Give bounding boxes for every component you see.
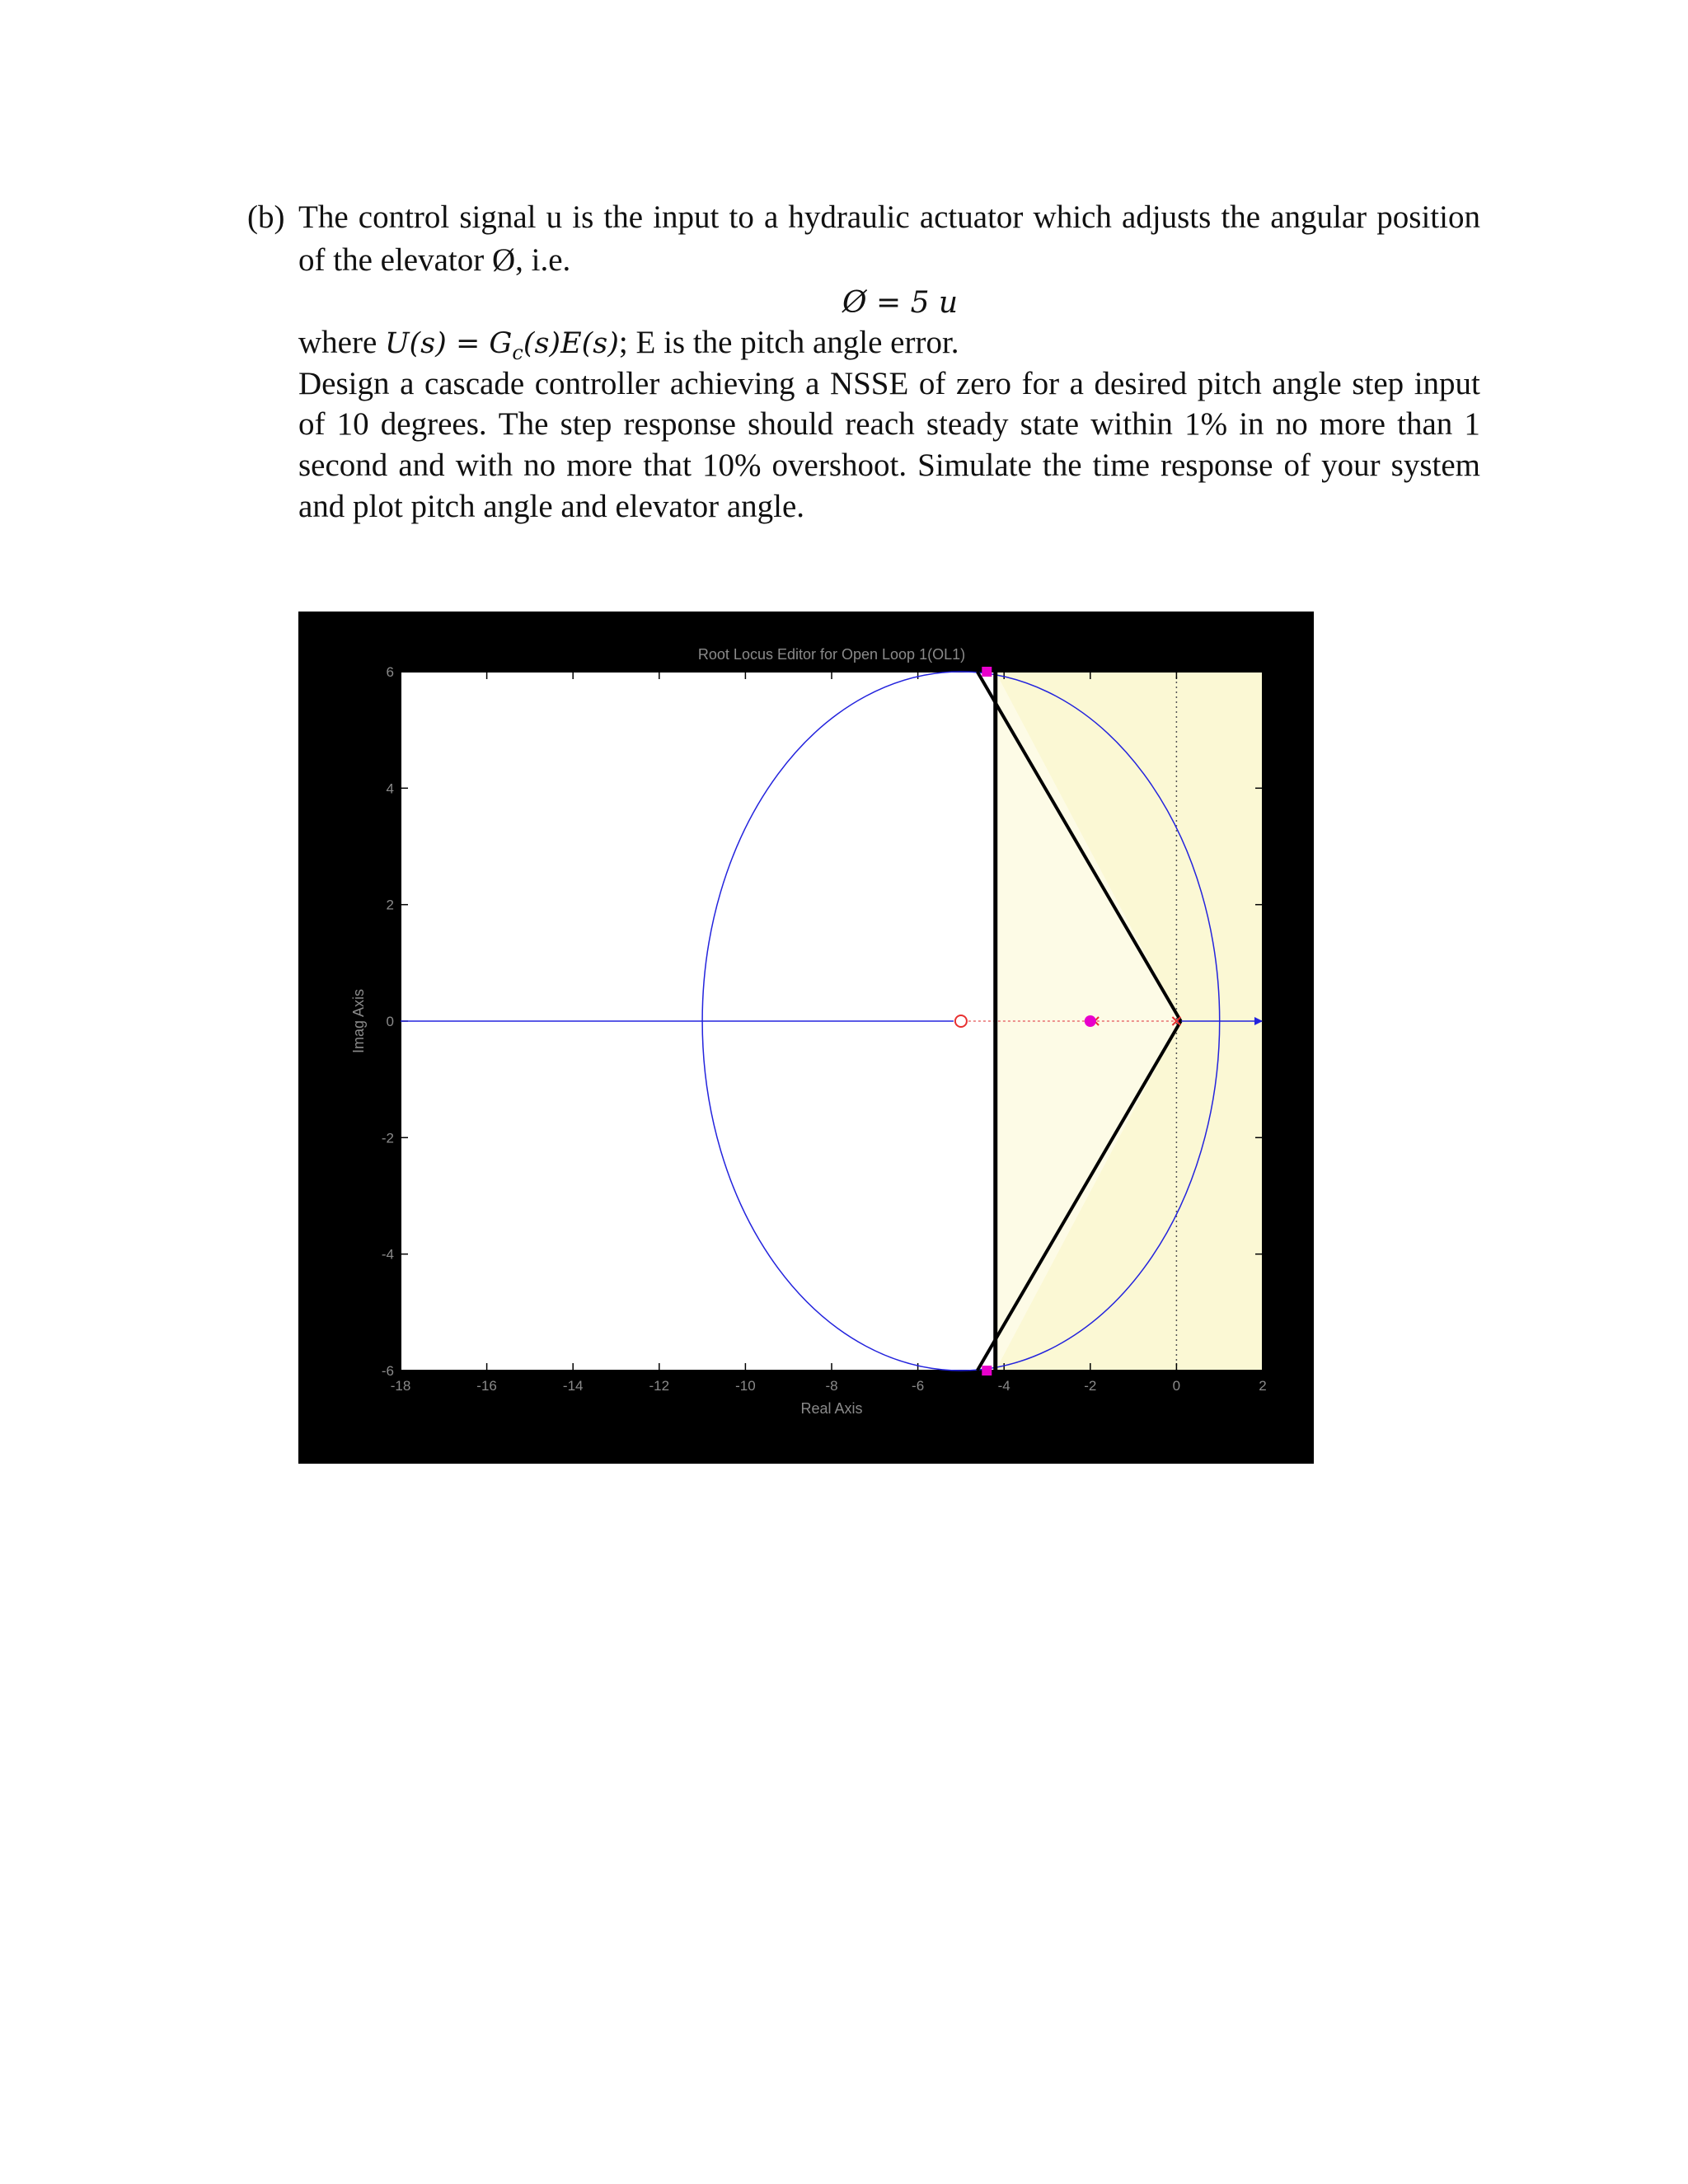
word: of [1283,448,1311,483]
x-tick-label: -2 [1084,1378,1097,1394]
word: the [1221,199,1261,235]
x-tick-label: -12 [649,1378,670,1394]
word: step [1352,366,1404,401]
word: of [298,406,326,442]
word: degrees. [380,406,487,442]
word: angle [1272,366,1342,401]
word: pitch [1197,366,1262,401]
word: for [1021,366,1060,401]
word: which [1033,199,1112,235]
y-tick-label: 0 [386,1014,394,1029]
problem-line-6 [298,446,1480,485]
word: signal [459,199,537,235]
word: more [1319,406,1386,442]
root-locus-figure [298,612,1314,1464]
word: NSSE [829,366,909,401]
x-tick-label: 2 [1259,1378,1267,1394]
where-tail: ; E is the pitch angle error. [618,325,959,360]
word: second [298,448,388,483]
word: that [643,448,692,483]
y-tick-label: -2 [381,1130,394,1146]
word: no [523,448,556,483]
y-tick-label: -6 [381,1363,394,1379]
y-tick-label: 6 [386,664,394,680]
y-axis-label: Imag Axis [350,988,367,1054]
word: 1% [1184,406,1228,442]
word: cascade [424,366,525,401]
closed-loop-pole [1085,1015,1096,1027]
word: state [1020,406,1080,442]
word: overshoot. [771,448,907,483]
word: the [1042,448,1082,483]
chart-title: Root Locus Editor for Open Loop 1(OL1) [697,646,966,663]
where-prefix: where [298,325,386,360]
problem-label: (b) [247,199,285,235]
problem-line-1 [298,198,1480,237]
word: of [918,366,946,401]
problem-line-2: of the elevator Ø, i.e. [298,242,571,278]
word: 10% [701,448,762,483]
word: achieving [669,366,795,401]
word: with [455,448,513,483]
where-rest: (s)E(s) [523,327,619,360]
x-tick-label: -8 [825,1378,838,1394]
word: response [623,406,736,442]
word: in [1239,406,1264,442]
word: your [1321,448,1381,483]
word: should [748,406,834,442]
x-tick-label: -16 [476,1378,497,1394]
word: The [298,199,349,235]
x-axis-label: Real Axis [800,1400,863,1417]
word: desired [1094,366,1188,401]
word: within [1090,406,1173,442]
x-tick-label: 0 [1172,1378,1181,1394]
x-tick-label: -10 [735,1378,756,1394]
where-u: U(s) [385,327,447,360]
where-g-sub: c [512,341,523,364]
closed-loop-pole [982,1366,992,1376]
elevator-equation: Ø = 5 u [842,286,959,320]
word: a [763,199,779,235]
word: to [729,199,754,235]
word: u [546,199,563,235]
word: zero [955,366,1012,401]
closed-loop-pole [982,667,992,677]
word: 10 [336,406,369,442]
word: adjusts [1121,199,1212,235]
where-eq: = [446,327,490,360]
word: actuator [919,199,1024,235]
x-tick-label: -18 [390,1378,411,1394]
problem-line-4 [298,364,1480,404]
word: than [1397,406,1453,442]
where-g: G [489,327,513,360]
problem-line-7: and plot pitch angle and elevator angle. [298,489,805,524]
y-tick-label: -4 [381,1246,394,1263]
word: response [1160,448,1273,483]
word: 1 [1464,406,1480,442]
word: angular [1270,199,1367,235]
y-tick-label: 2 [386,897,394,913]
word: input [653,199,720,235]
word: reach [845,406,915,442]
word: controller [534,366,660,401]
word: system [1390,448,1480,483]
word: and [398,448,445,483]
word: more [566,448,633,483]
word: control [358,199,450,235]
word: time [1092,448,1150,483]
word: hydraulic [788,199,910,235]
word: a [400,366,415,401]
word: Simulate [917,448,1032,483]
x-tick-label: -6 [912,1378,925,1394]
word: no [1275,406,1308,442]
problem-line-5 [298,405,1480,444]
x-tick-label: -4 [997,1378,1010,1394]
word: The [498,406,549,442]
word: position [1376,199,1480,235]
word: steady [926,406,1009,442]
word: a [1069,366,1084,401]
word: Design [298,366,390,401]
word: input [1414,366,1480,401]
word: is [572,199,594,235]
word: step [560,406,612,442]
word: the [603,199,644,235]
x-tick-label: -14 [562,1378,584,1394]
root-locus-chart [298,612,1314,1464]
word: a [805,366,820,401]
y-tick-label: 4 [386,780,394,797]
